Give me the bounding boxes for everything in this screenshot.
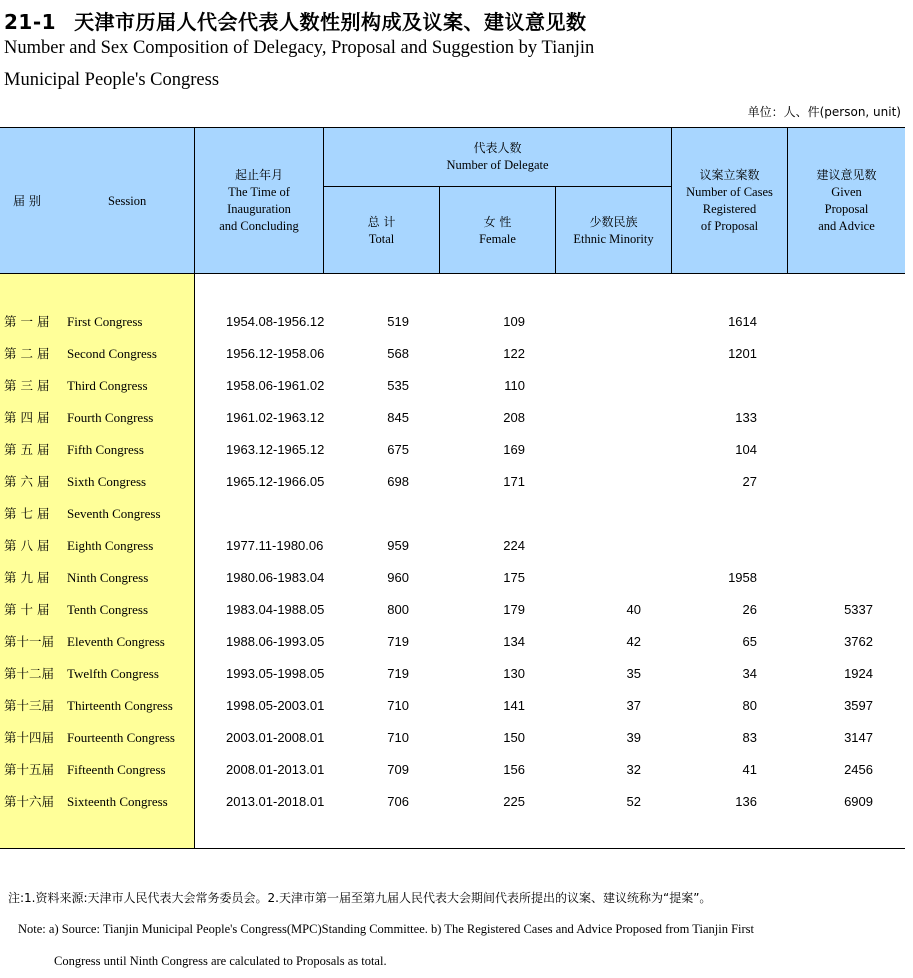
session-cn-cell: 第 九 届 <box>4 570 50 585</box>
session-cn-cell: 第十一届 <box>4 634 55 649</box>
table-number: 21-1 <box>4 10 57 34</box>
session-en-cell: Fourth Congress <box>67 410 154 425</box>
session-en-cell: Fourteenth Congress <box>67 730 175 745</box>
header-proposal-en3: of Proposal <box>700 219 759 233</box>
session-cn-cell: 第 三 届 <box>4 378 50 393</box>
table-row <box>0 754 905 786</box>
proposal-cell: 1201 <box>728 346 757 361</box>
header-ethnic-cn: 少数民族 <box>589 214 638 229</box>
header-total-cn: 总 计 <box>367 214 396 229</box>
time-cell: 1977.11-1980.06 <box>226 538 324 553</box>
table-bottom-rule <box>0 848 905 849</box>
female-cell: 169 <box>503 442 525 457</box>
header-female-en: Female <box>479 231 516 246</box>
time-cell: 1993.05-1998.05 <box>226 666 325 681</box>
total-cell: 719 <box>387 666 409 681</box>
total-cell: 800 <box>387 602 409 617</box>
proposal-cell: 80 <box>742 698 757 713</box>
proposal-cell: 1958 <box>728 570 757 585</box>
female-cell: 179 <box>503 602 525 617</box>
header-time-cn: 起止年月 <box>234 168 283 182</box>
header-time-en3: and Concluding <box>219 219 299 233</box>
table-row <box>0 434 905 466</box>
session-en-cell: Tenth Congress <box>67 602 149 617</box>
female-cell: 141 <box>503 698 525 713</box>
session-en-cell: Fifteenth Congress <box>67 762 166 777</box>
ethnic-cell: 35 <box>626 666 641 681</box>
note-en-line1: Note: a) Source: Tianjin Municipal People's Congress(MPC)Standing Committee. b) The Registered Cases and Advice Proposed from Tianjin First <box>18 922 754 936</box>
time-cell: 2008.01-2013.01 <box>226 762 325 777</box>
session-cn-cell: 第十四届 <box>4 730 55 745</box>
session-cn-cell: 第 六 届 <box>4 474 50 489</box>
header-session <box>0 128 194 274</box>
header-ethnic <box>556 187 671 274</box>
session-en-cell: Eighth Congress <box>67 538 154 553</box>
time-cell: 1958.06-1961.02 <box>226 378 325 393</box>
header-advice-en3: and Advice <box>818 219 875 233</box>
session-cn-cell: 第 二 届 <box>4 346 50 361</box>
session-cn-cell: 第 一 届 <box>4 314 50 329</box>
total-cell: 959 <box>387 538 409 553</box>
header-advice-cn: 建议意见数 <box>816 168 877 182</box>
proposal-cell: 136 <box>735 794 757 809</box>
time-cell: 1956.12-1958.06 <box>226 346 325 361</box>
session-cn-cell: 第 十 届 <box>4 602 50 617</box>
time-cell: 1988.06-1993.05 <box>226 634 325 649</box>
session-cn-cell: 第十三届 <box>4 698 55 713</box>
total-cell: 710 <box>387 730 409 745</box>
header-time-en2: Inauguration <box>227 202 291 216</box>
session-en-cell: Eleventh Congress <box>67 634 165 649</box>
female-cell: 208 <box>503 410 525 425</box>
session-en-cell: Seventh Congress <box>67 506 161 521</box>
advice-cell: 3147 <box>844 730 873 745</box>
session-en-cell: Twelfth Congress <box>67 666 159 681</box>
total-cell: 709 <box>387 762 409 777</box>
header-advice-en2: Proposal <box>824 202 869 216</box>
proposal-cell: 83 <box>742 730 757 745</box>
ethnic-cell: 32 <box>626 762 641 777</box>
female-cell: 225 <box>503 794 525 809</box>
table-row <box>0 562 905 594</box>
session-cn-cell: 第十六届 <box>4 794 55 809</box>
time-cell: 1965.12-1966.05 <box>226 474 325 489</box>
header-ethnic-en: Ethnic Minority <box>573 231 654 246</box>
header-advice-en1: Given <box>831 185 862 199</box>
total-cell: 698 <box>387 474 409 489</box>
note-en-line2: Congress until Ninth Congress are calculated to Proposals as total. <box>54 954 387 968</box>
session-en-cell: First Congress <box>67 314 143 329</box>
total-cell: 706 <box>387 794 409 809</box>
female-cell: 109 <box>503 314 525 329</box>
table-row <box>0 498 905 530</box>
proposal-cell: 26 <box>742 602 757 617</box>
time-cell: 2003.01-2008.01 <box>226 730 325 745</box>
header-delegate-cn: 代表人数 <box>473 141 522 155</box>
header-female-cn: 女 性 <box>483 214 512 229</box>
table-row <box>0 530 905 562</box>
total-cell: 845 <box>387 410 409 425</box>
table-row <box>0 722 905 754</box>
unit-label: 单位：人、件(person, unit) <box>747 105 901 119</box>
total-cell: 535 <box>387 378 409 393</box>
session-cn-cell: 第 八 届 <box>4 538 50 553</box>
female-cell: 110 <box>504 378 525 393</box>
total-cell: 519 <box>387 314 409 329</box>
female-cell: 134 <box>503 634 525 649</box>
proposal-cell: 34 <box>742 666 757 681</box>
ethnic-cell: 40 <box>626 602 641 617</box>
table-row <box>0 594 905 626</box>
total-cell: 710 <box>387 698 409 713</box>
session-en-cell: Sixteenth Congress <box>67 794 168 809</box>
page-title-en-line2: Municipal People's Congress <box>4 70 220 90</box>
ethnic-cell: 52 <box>626 794 641 809</box>
header-time-en1: The Time of <box>228 185 290 199</box>
proposal-cell: 65 <box>742 634 757 649</box>
advice-cell: 5337 <box>844 602 873 617</box>
table-row <box>0 466 905 498</box>
time-cell: 1954.08-1956.12 <box>226 314 325 329</box>
time-cell: 1998.05-2003.01 <box>226 698 325 713</box>
advice-cell: 6909 <box>844 794 873 809</box>
ethnic-cell: 39 <box>626 730 641 745</box>
header-delegate <box>324 128 671 186</box>
table-row <box>0 370 905 402</box>
time-cell: 1963.12-1965.12 <box>226 442 325 457</box>
proposal-cell: 1614 <box>728 314 757 329</box>
table-row <box>0 402 905 434</box>
header-delegate-en: Number of Delegate <box>446 158 549 172</box>
female-cell: 130 <box>503 666 525 681</box>
advice-cell: 1924 <box>844 666 873 681</box>
female-cell: 171 <box>503 474 525 489</box>
session-en-cell: Third Congress <box>67 378 148 393</box>
title-cn-text: 天津市历届人代会代表人数性别构成及议案、建议意见数 <box>74 10 587 34</box>
total-cell: 675 <box>387 442 409 457</box>
header-session-cn: 届 别 <box>13 193 41 208</box>
note-cn: 注:1.资料来源:天津市人民代表大会常务委员会。2.天津市第一届至第九届人民代表大会期间代表所提出的议案、建议统称为“提案”。 <box>8 891 712 905</box>
header-advice <box>788 128 905 274</box>
proposal-cell: 27 <box>742 474 757 489</box>
female-cell: 150 <box>503 730 525 745</box>
session-cn-cell: 第十二届 <box>4 666 55 681</box>
total-cell: 960 <box>387 570 409 585</box>
session-en-cell: Second Congress <box>67 346 157 361</box>
header-time <box>195 128 323 274</box>
session-cn-cell: 第 七 届 <box>4 506 50 521</box>
time-cell: 2013.01-2018.01 <box>226 794 325 809</box>
female-cell: 156 <box>503 762 525 777</box>
session-cn-cell: 第 五 届 <box>4 442 50 457</box>
session-en-cell: Ninth Congress <box>67 570 149 585</box>
advice-cell: 3762 <box>844 634 873 649</box>
advice-cell: 3597 <box>844 698 873 713</box>
table-row <box>0 306 905 338</box>
table-row <box>0 786 905 818</box>
header-female <box>440 187 555 274</box>
header-proposal-en2: Registered <box>702 202 757 216</box>
female-cell: 224 <box>503 538 525 553</box>
header-proposal-en1: Number of Cases <box>686 185 773 199</box>
header-total <box>324 187 439 274</box>
ethnic-cell: 37 <box>626 698 641 713</box>
session-cn-cell: 第 四 届 <box>4 410 50 425</box>
time-cell: 1983.04-1988.05 <box>226 602 325 617</box>
table-row <box>0 338 905 370</box>
page-title-cn <box>4 6 587 35</box>
proposal-cell: 41 <box>742 762 757 777</box>
female-cell: 122 <box>503 346 525 361</box>
table-row <box>0 690 905 722</box>
header-proposal-cn: 议案立案数 <box>699 168 760 182</box>
session-en-cell: Thirteenth Congress <box>67 698 173 713</box>
session-cn-cell: 第十五届 <box>4 762 55 777</box>
female-cell: 175 <box>503 570 525 585</box>
session-en-cell: Sixth Congress <box>67 474 147 489</box>
time-cell: 1961.02-1963.12 <box>226 410 325 425</box>
time-cell: 1980.06-1983.04 <box>226 570 325 585</box>
header-total-en: Total <box>368 231 395 246</box>
proposal-cell: 133 <box>735 410 757 425</box>
session-en-cell: Fifth Congress <box>67 442 144 457</box>
table-row <box>0 626 905 658</box>
total-cell: 719 <box>387 634 409 649</box>
header-session-en: Session <box>108 193 147 208</box>
header-proposal <box>672 128 787 274</box>
total-cell: 568 <box>387 346 409 361</box>
ethnic-cell: 42 <box>626 634 641 649</box>
advice-cell: 2456 <box>844 762 873 777</box>
proposal-cell: 104 <box>735 442 757 457</box>
page-title-en-line1: Number and Sex Composition of Delegacy, Proposal and Suggestion by Tianjin <box>4 38 595 58</box>
table-row <box>0 658 905 690</box>
